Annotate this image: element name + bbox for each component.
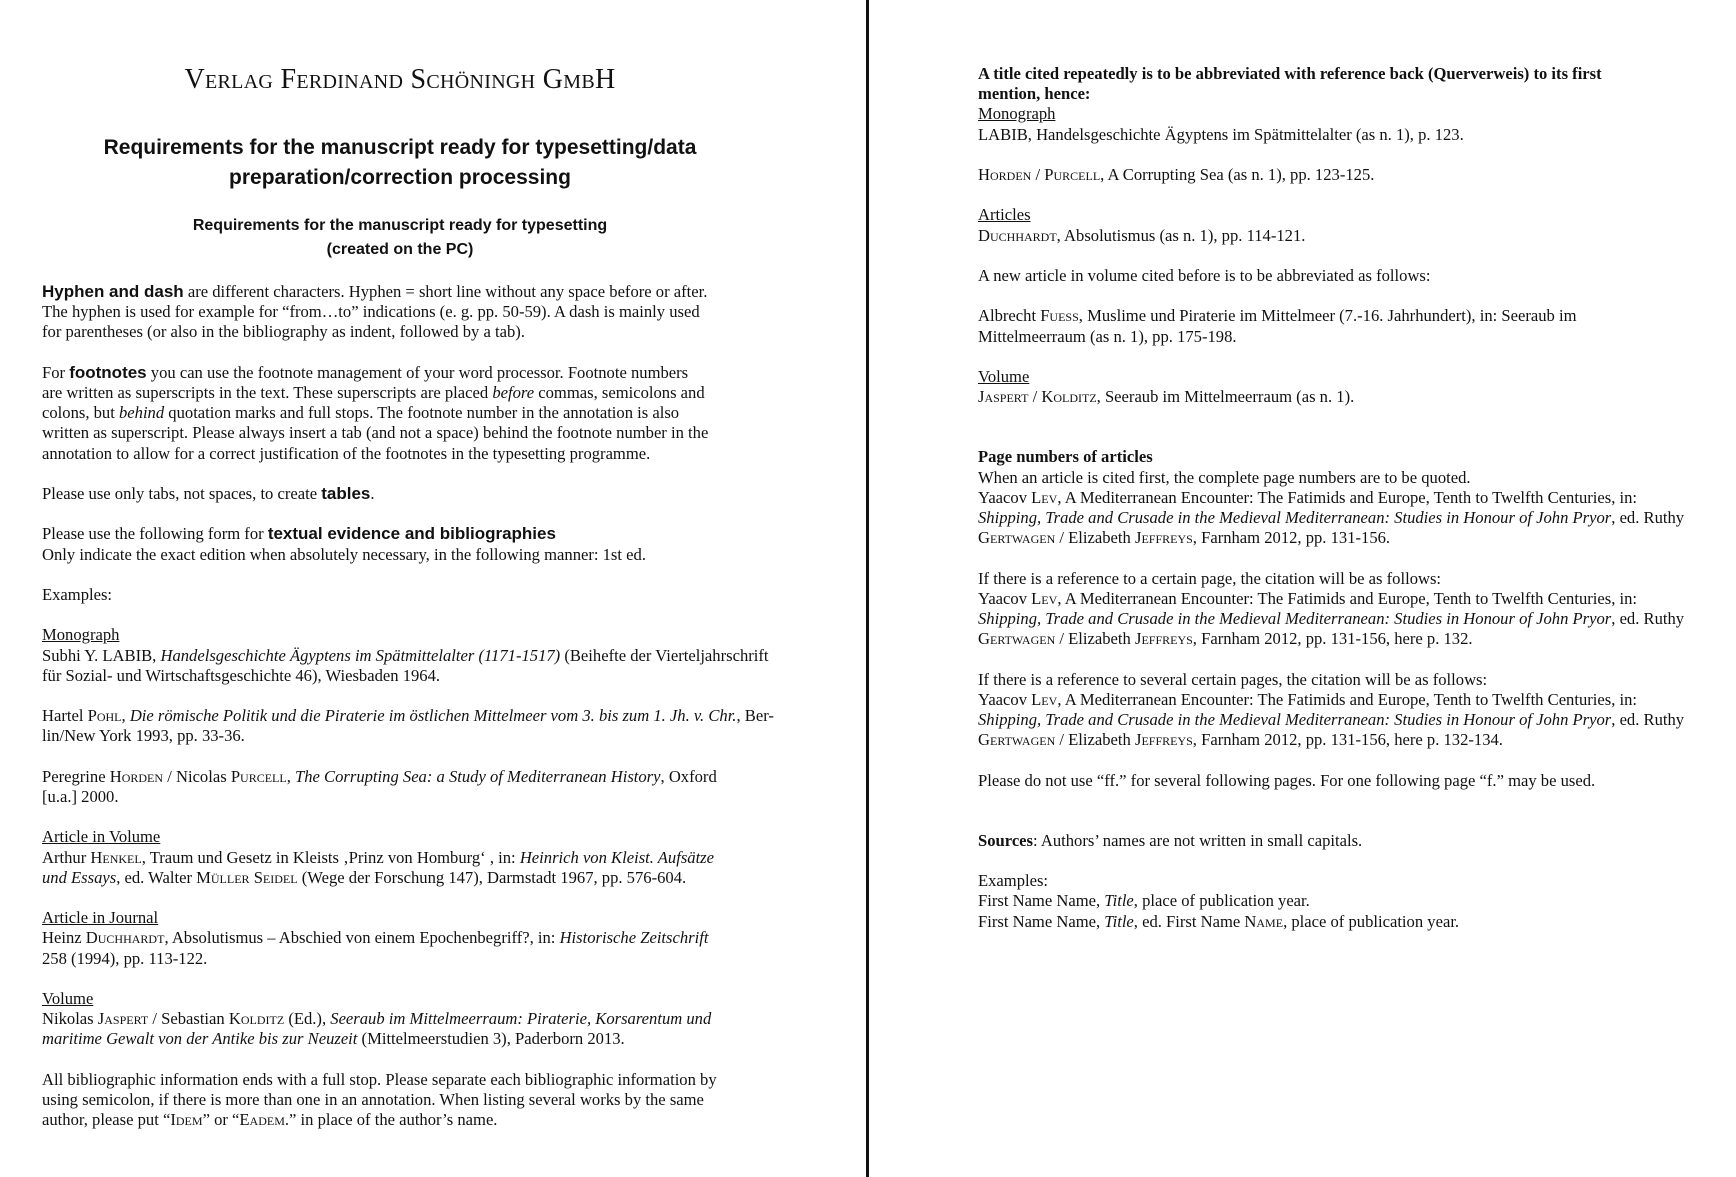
short-articles-label: Articles <box>978 205 1031 225</box>
fuess-example: Albrecht Fuess, Muslime und Piraterie im Mittelmeer (7.-16. Jahrhundert), in: Seeraub im Mittelmeerraum (as n. 1), pp. 175-198. <box>978 306 1577 346</box>
textual-evidence-paragraph: Please use the following form for textual evidence and bibliographies Only indicate the exact edition when absolutely necessary, in the following manner: 1st ed. <box>42 524 646 564</box>
tables-paragraph: Please use only tabs, not spaces, to create tables. <box>42 484 375 503</box>
closing-paragraph: All bibliographic information ends with a full stop. Please separate each bibliographic information by using semicolon, if there is more than one in an annotation. When listing several works by the same author, please put “Idem” or “Eadem.” in place of the author’s name. <box>42 1069 717 1130</box>
monograph-example-1: Monograph Subhi Y. LABIB, Handelsgeschichte Ägyptens im Spätmittelalter (1171-1517) (Beihefte der Vierteljahrschrift für Sozial- und Wirtschaftsgeschichte 46), Wiesbaden 1964. <box>42 625 769 685</box>
sources-examples: Examples: First Name Name, Title, place of publication year. First Name Name, Title, ed. First Name Name, place of publication year. <box>978 871 1460 931</box>
volume-example: Volume Nikolas Jaspert / Sebastian Kolditz (Ed.), Seeraub im Mittelmeerraum: Piraterie, Korsarentum und maritime Gewalt von der Antike bis zur Neuzeit (Mittelmeerstudien 3), Paderborn 2013. <box>42 989 762 1050</box>
left-page <box>0 0 866 1177</box>
sub-heading: Requirements for the manuscript ready for typesetting (created on the PC) <box>192 217 608 258</box>
short-monograph-label: Monograph <box>978 104 1056 124</box>
sources-note: Sources: Authors’ names are not written in small capitals. <box>978 830 1363 850</box>
hyphen-paragraph: Hyphen and dash are different characters. Hyphen = short line without any space before or after. The hyphen is used for example for “from…to” indications (e. g. pp. 50-59). A dash is mainly used for parentheses (or also in the bibliography as indent, followed by a tab). <box>42 282 708 342</box>
short-monograph-2: Horden / Purcell, A Corrupting Sea (as n. 1), pp. 123-125. <box>978 165 1375 184</box>
page-numbers-block: Page numbers of articles When an article is cited first, the complete page numbers are to be quoted. Yaacov Lev, A Mediterranean Encounter: The Fatimids and Europe, Tenth to Twelfth Centuries, in: Shipping, Trade and Crusade in the Medieval Mediterranean: Studies in Honour of John Pryor, ed. Ruthy Gertwagen / Elizabeth Jeffreys, Farnham 2012, pp. 131-156. <box>978 447 1718 548</box>
article-volume-example: Article in Volume Arthur Henkel, Traum und Gesetz in Kleists ‚Prinz von Homburg‘ , in: Heinrich von Kleist. Aufsätze und Essays, ed. Walter Müller Seidel (Wege der Forschung 147), Darmstadt 1967, pp. 576-604. <box>42 827 762 888</box>
short-volume: Volume Jaspert / Kolditz, Seeraub im Mittelmeerraum (as n. 1). <box>978 367 1718 407</box>
short-articles: Articles Duchhardt, Absolutismus (as n. 1), pp. 114-121. <box>978 205 1718 245</box>
certain-page-block: If there is a reference to a certain page, the citation will be as follows: Yaacov Lev, A Mediterranean Encounter: The Fatimids and Europe, Tenth to Twelfth Centuries, in: Shipping, Trade and Crusade in the Medieval Mediterranean: Studies in Honour of John Pryor, ed. Ruthy Gertwagen / Elizabeth Jeffreys, Farnham 2012, pp. 131-156, here p. 132. <box>978 568 1685 649</box>
publisher-title: Verlag Ferdinand Schöningh GmbH <box>184 64 616 95</box>
monograph-example-3: Peregrine Horden / Nicolas Purcell, The Corrupting Sea: a Study of Mediterranean History, Oxford [u.a.] 2000. <box>42 766 717 806</box>
article-journal-example: Article in Journal Heinz Duchhardt, Absolutismus – Abschied von einem Epochenbegriff?, in: Historische Zeitschrift 258 (1994), pp. 113-122. <box>42 908 762 969</box>
several-pages-block: If there is a reference to several certain pages, the citation will be as follows: Yaacov Lev, A Mediterranean Encounter: The Fatimids and Europe, Tenth to Twelfth Centuries, in: Shipping, Trade and Crusade in the Medieval Mediterranean: Studies in Honour of John Pryor, ed. Ruthy Gertwagen / Elizabeth Jeffreys, Farnham 2012, pp. 131-156, here p. 132-134. <box>978 669 1685 750</box>
monograph-example-2: Hartel Pohl, Die römische Politik und die Piraterie im östlichen Mittelmeer vom 3. bis zum 1. Jh. v. Chr., Ber- lin/New York 1993, pp. 33-36. <box>42 706 774 746</box>
page-divider <box>866 0 869 1177</box>
volume-label: Volume <box>42 988 94 1008</box>
ff-note: Please do not use “ff.” for several following pages. For one following page “f.” may be used. <box>978 770 1596 790</box>
article-volume-label: Article in Volume <box>42 827 161 847</box>
examples-label: Examples: <box>42 584 113 604</box>
page-numbers-heading: Page numbers of articles <box>978 447 1153 467</box>
footnotes-paragraph: For footnotes you can use the footnote management of your word processor. Footnote numbers are written as superscripts in the text. These superscripts are placed before commas, semicolons and colons, but behind quotation marks and full stops. The footnote number in the annotation is also written as superscript. Please always insert a tab (and not a space) behind the footnote number in the annotation to allow for a correct justification of the footnotes in the typesetting programme. <box>42 362 709 463</box>
left-body <box>42 282 774 1151</box>
right-page <box>870 0 1736 1177</box>
new-article-note: A new article in volume cited before is to be abbreviated as follows: <box>978 265 1431 285</box>
right-body <box>978 64 1718 952</box>
short-volume-label: Volume <box>978 366 1030 386</box>
monograph-label: Monograph <box>42 625 120 645</box>
main-heading: Requirements for the manuscript ready for typesetting/data preparation/correction processing <box>103 136 697 189</box>
article-journal-label: Article in Journal <box>42 908 159 928</box>
repeat-citation-block: A title cited repeatedly is to be abbreviated with reference back (Querverweis) to its first mention, hence: Monograph LABIB, Handelsgeschichte Ägyptens im Spätmittelalter (as n. 1), p. 123. <box>978 64 1718 145</box>
